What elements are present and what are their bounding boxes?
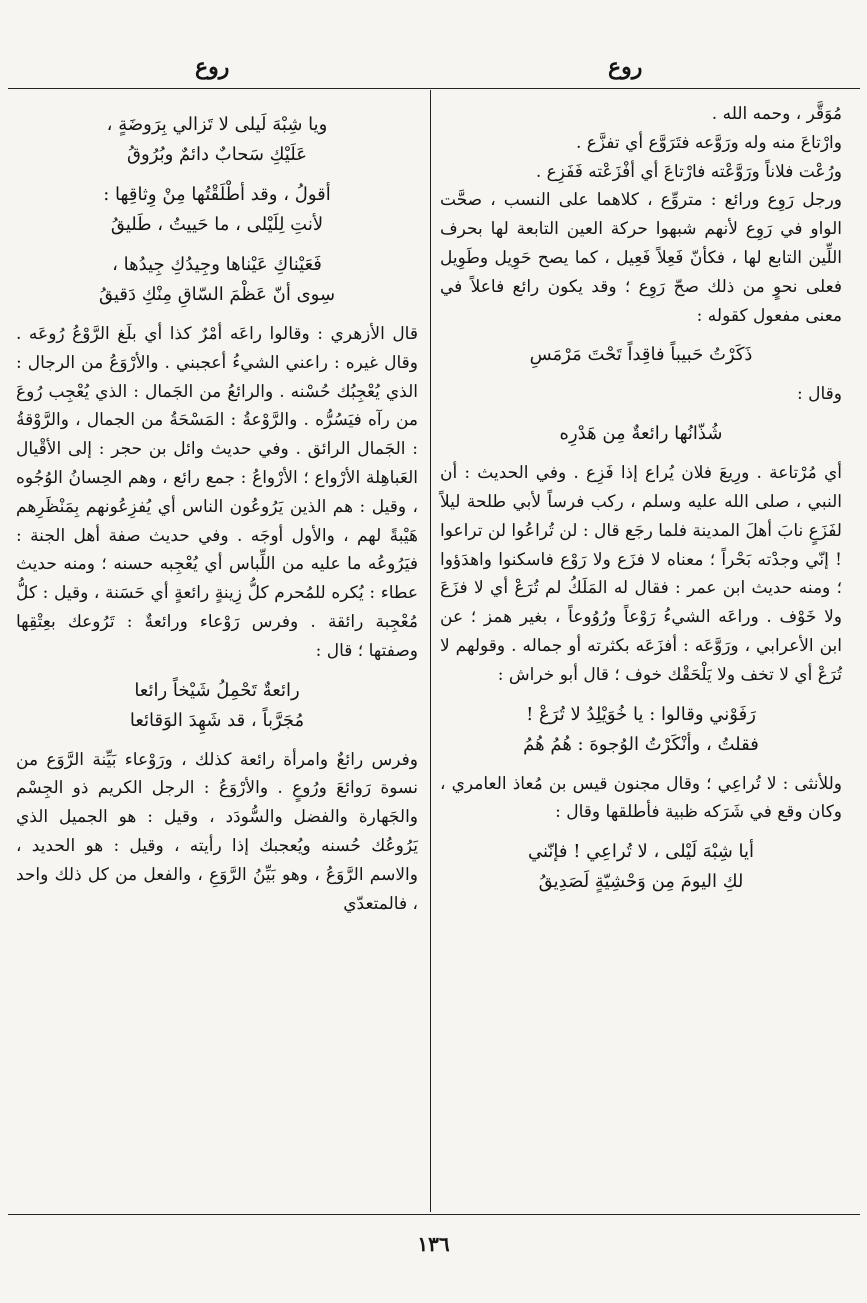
verse-line: فقلتُ ، وأنْكَرْتُ الوُجوهَ : هُمُ هُمُ — [523, 733, 759, 755]
page-number: ١٣٦ — [417, 1232, 450, 1256]
paragraph: وارْتاعَ منه وله ورَوَّعه فتَرَوَّع أي تفزَّع . — [575, 132, 842, 153]
verse — [440, 340, 842, 370]
right-running-headword: روع — [608, 54, 643, 80]
verse-line: سِوى أنّ عَظْمَ السّاقِ مِنْكِ دَقيقُ — [98, 284, 336, 305]
verse — [16, 110, 418, 170]
paragraph: أي مُرْتاعة . ورِيعَ فلان يُراع إذا فَزِع . وفي الحديث : أن النبي ، صلى الله عليه وسلم ، ركب فرساً لأبي طلحة ليلاً لفَزَعٍ نابَ أهلَ المدينة فلما رجَع قال : لن تُراعُوا لن تراعوا ! إنّي وجدْته بَحْراً ؛ معناه لا فزَع ولا رَوْع فاسكنوا واهدَؤوا ؛ ومنه حديث ابن عمر : فقال له المَلَكُ لم تُرَعْ أي لا فزَعَ ولا خَوْف . وراعَه الشيءُ رَوْعاً ورُوُوعاً ، بغير همز ؛ عن ابن الأعرابي ، ورَوَّعَه : أفزَعَه بكثرته أو جماله . وقولهم لا تُرَعْ أي لا تخف ولا يَلْحَقْك خوف ؛ قال أبو خراش : — [440, 463, 842, 685]
paragraph: وقال : — [797, 384, 842, 405]
verse-line: لكِ اليومَ مِن وَحْشِيّةٍ لَصَدِيقُ — [538, 871, 744, 893]
verse-line: عَلَيْكِ سَحابٌ دائمٌ وبُرُوقُ — [127, 144, 307, 165]
verse — [440, 837, 842, 897]
verse — [16, 676, 418, 736]
verse-line: رَفَوْني وقالوا : يا خُوَيْلِدُ لا تُرَعْ ! — [526, 703, 756, 725]
paragraph: وللأنثى : لا تُراعِي ؛ وقال مجنون قيس بن مُعاذ العامري ، وكان وقع في شَرَكه ظبية فأطلقها وقال : — [440, 773, 842, 823]
verse — [16, 180, 418, 240]
verse — [440, 419, 842, 449]
paragraph: ورُعْت فلاناً ورَوَّعْته فارْتاعَ أي أفْزَعْته فَفَزِع . — [535, 161, 842, 182]
verse-line: أقولُ ، وقد أطْلَقْتُها مِنْ وِثاقِها : — [103, 184, 331, 205]
left-running-headword: روع — [195, 54, 230, 80]
verse-line: شُذّانُها رائعةٌ مِن هَدْرِه — [559, 423, 723, 445]
paragraph: مُوَقَّر ، وحمه الله . — [711, 104, 842, 124]
paragraph: وفرس رائعٌ وامرأة رائعة كذلك ، ورَوْعاء بَيِّنة الرَّوَع من نسوة رَوائعَ ورُوعٍ . والأرْوَعُ : الرجل الكريم ذو الجِسْم والجَهارة والفضل والسُّودَد ، وقيل : هو الجميل الذي يَرُوعُك حُسنه ويُعجبك إذا رأيته ، وقيل : هو الحديد ، والاسم الرَّوَعُ ، وهو بَيِّنُ الرَّوَعِ ، والفعل من كل ذلك واحد ، فالمتعدّي — [16, 749, 418, 914]
left-column — [16, 100, 418, 918]
page-header — [0, 48, 867, 88]
verse-line: فَعَيْناكِ عَيْناها وجِيدُكِ جِيدُها ، — [112, 254, 322, 275]
verse-line: أيا شِبْهَ لَيْلى ، لا تُراعِي ! فإنّني — [527, 841, 755, 863]
verse — [440, 700, 842, 760]
verse-line: رائعةٌ تَحْمِلُ شَيْخاً رائعا — [134, 679, 300, 701]
right-column — [440, 100, 842, 907]
verse-line: ذَكَرْتُ حَبيباً فاقِداً تَحْتَ مَرْمَسِ — [529, 344, 753, 366]
verse-line: ويا شِبْهَ لَيلى لا تَزالي بِرَوضَةٍ ، — [106, 114, 328, 135]
verse-line: مُجَرَّباً ، قد شَهِدَ الوَقائعا — [129, 709, 305, 731]
paragraph: قال الأزهري : وقالوا راعَه أمْرٌ كذا أي بلَغ الرَّوْعُ رُوعَه . وقال غيره : راعني الشيءُ أعجبني . والأرْوَعُ من الرجال : الذي يُعْجِبُك حُسْنه . والرائعُ من الجَمال : الذي يُعْجِب رُوعَ من رآه فيَسُرُّه . والرَّوْعةُ : المَسْحَةُ من الجمال ، والرَّوْقةُ : الجَمال الرائق . وفي حديث وائل بن حجر : إلى الأقْيال العَباهِلة الأرْواع ؛ الأرْواعُ : جمع رائع ، وهم الحِسانُ الوُجُوه ، وقيل : هم الذين يَرُوعُون الناس أي يُفزِعُونهم بِمَنْظَرِهم هَيْبةً لهم ، والأول أوجَه . وفي حديث صفة أهل الجنة : فيَرُوعُه ما عليه من اللِّباس أي يُعْجِبه حسنه ؛ ومنه حديث عطاء : يُكره للمُحرم كلُّ زِينةٍ رائعةٍ أي حَسَنة ، وقيل : كلُّ مُعْجِبة رائقة . وفرس رَوْعاء ورائعةٌ : تَرُوعك بعِتْقِها وصفتها ؛ قال : — [16, 324, 418, 661]
footer-rule — [8, 1214, 860, 1215]
header-rule — [8, 88, 860, 89]
verse-line: لأنتِ لِلَيْلى ، ما حَييتُ ، طَليقُ — [110, 214, 324, 235]
column-divider — [430, 90, 431, 1212]
verse — [16, 250, 418, 310]
paragraph: ورجل رَوِع ورائع : متروِّع ، كلاهما على النسب ، صحَّت الواو في رَوِع لأنهم شبهوا حركة العين التابعة لها بحرف اللِّين التابع لها ، فكأنّ فَعِلاً فَعِيل ، كما يصح حَوِيل وطَوِيل فعلى نحوٍ من ذلك صحّ رَوِع ؛ وقد يكون رائع فاعلاً في معنى مفعول كقوله : — [440, 190, 842, 326]
